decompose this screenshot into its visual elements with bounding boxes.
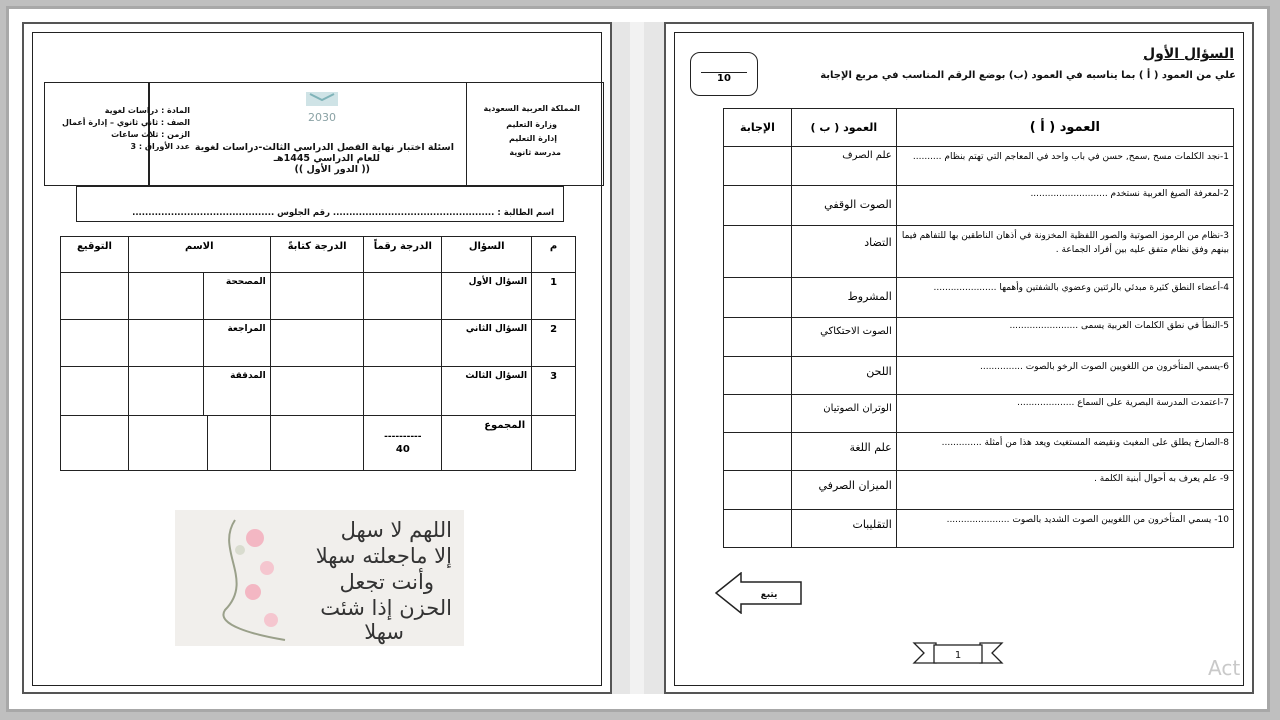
row-question: السؤال الثاني bbox=[442, 320, 532, 367]
grade-table bbox=[60, 236, 576, 471]
dua-line: وأنت تجعل bbox=[339, 570, 434, 594]
header-pages: عدد الأوراق : 3 bbox=[130, 142, 190, 151]
table-row bbox=[724, 509, 1234, 547]
table-row bbox=[724, 471, 1234, 509]
answer-box[interactable] bbox=[724, 278, 792, 318]
table-row bbox=[724, 394, 1234, 432]
dua-line: الحزن إذا شئت bbox=[320, 596, 452, 620]
col-header-b: العمود ( ب ) bbox=[791, 109, 896, 147]
row-statement: 4-أعضاء النطق كثيرة مبدئي بالرئتين وعضوي بالشفتين وأهمها ...................... bbox=[896, 278, 1233, 318]
next-arrow[interactable] bbox=[715, 572, 803, 614]
row-question: السؤال الأول bbox=[442, 273, 532, 320]
row-statement: 1-نجد الكلمات مسح ,سمح, حسن في باب واحد في المعاجم التي تهتم بنظام .......... bbox=[896, 147, 1233, 185]
svg-text:1: 1 bbox=[954, 650, 962, 661]
vision-2030-logo bbox=[300, 90, 344, 126]
exam-title-line3: (( الدور الأول )) bbox=[294, 164, 370, 175]
total-value: 40 bbox=[395, 444, 410, 455]
header-subject: المادة : دراسات لغوية bbox=[104, 106, 190, 115]
question-instruction: علي من العمود ( أ ) بما يناسبه في العمود (ب) بوضع الرقم المناسب في مربع الإجابة bbox=[820, 70, 1236, 81]
table-row bbox=[724, 147, 1234, 185]
row-statement: 5-النطأ في نطق الكلمات العربية يسمى ........................ bbox=[896, 318, 1233, 356]
dua-image bbox=[175, 510, 464, 646]
svg-text:2030: 2030 bbox=[308, 111, 336, 124]
table-row bbox=[724, 278, 1234, 318]
row-statement: 7-اعتمدت المدرسة البصرية على السماع .................... bbox=[896, 394, 1233, 432]
row-statement: 9- علم يعرف به أحوال أبنية الكلمة . bbox=[896, 471, 1233, 509]
header-grade: الصف : ثاني ثانوي – إدارة أعمال bbox=[62, 118, 190, 127]
table-row bbox=[61, 367, 576, 416]
table-row bbox=[724, 433, 1234, 471]
score-box bbox=[690, 52, 758, 96]
col-header-signature: التوقيع bbox=[61, 237, 129, 273]
row-statement: 2-لمعرفة الصيغ العربية نستخدم ........................... bbox=[896, 185, 1233, 225]
total-label: المجموع bbox=[442, 416, 532, 471]
row-term: الوتران الصوتيان bbox=[791, 394, 896, 432]
matching-table bbox=[723, 108, 1234, 548]
row-statement: 10- يسمي المتأخرون من اللغويين الصوت الشديد بالصوت ...................... bbox=[896, 509, 1233, 547]
table-row bbox=[724, 356, 1234, 394]
dua-line: سهلا bbox=[364, 620, 404, 644]
row-term: التضاد bbox=[791, 225, 896, 277]
row-term: التقليبات bbox=[791, 509, 896, 547]
answer-box[interactable] bbox=[724, 147, 792, 185]
total-dots: ---------- bbox=[384, 432, 422, 442]
header-directorate: إدارة التعليم bbox=[508, 134, 557, 143]
row-role: المصححة bbox=[203, 273, 270, 319]
table-row bbox=[724, 225, 1234, 277]
col-header-name: الاسم bbox=[128, 237, 270, 273]
row-question: السؤال الثالث bbox=[442, 367, 532, 416]
row-statement: 3-نظام من الرموز الصوتية والصور اللفظية المخزونة في أذهان الناطقين بها للتفاهم فيما بينهم وفق نظام متفق عليه بين أفراد الجماعة . bbox=[896, 225, 1233, 277]
col-header-question: السؤال bbox=[442, 237, 532, 273]
answer-box[interactable] bbox=[724, 394, 792, 432]
table-row bbox=[724, 318, 1234, 356]
row-term: المشروط bbox=[791, 278, 896, 318]
row-number: 3 bbox=[532, 367, 576, 416]
table-row bbox=[61, 320, 576, 367]
row-number: 1 bbox=[532, 273, 576, 320]
row-term: الصوت الوقفي bbox=[791, 185, 896, 225]
answer-box[interactable] bbox=[724, 225, 792, 277]
svg-text:يتبع: يتبع bbox=[760, 590, 778, 600]
header-kingdom: المملكة العربية السعودية bbox=[483, 104, 580, 113]
col-header-grade-words: الدرجة كتابةً bbox=[270, 237, 364, 273]
col-header-a: العمود ( أ ) bbox=[896, 109, 1233, 147]
row-term: الميزان الصرفي bbox=[791, 471, 896, 509]
answer-box[interactable] bbox=[724, 356, 792, 394]
row-role: المراجعة bbox=[203, 320, 270, 366]
table-row bbox=[61, 273, 576, 320]
table-row-total bbox=[61, 416, 576, 471]
question-title: السؤال الأول bbox=[1143, 46, 1234, 62]
activation-watermark: Act bbox=[1208, 656, 1241, 680]
row-statement: 8-الصارخ يطلق على المغيث ونقيضه المستغيث ويعد هذا من أمثلة .............. bbox=[896, 433, 1233, 471]
row-role: المدققة bbox=[203, 367, 270, 415]
answer-box[interactable] bbox=[724, 185, 792, 225]
dua-line: اللهم لا سهل bbox=[340, 518, 452, 542]
table-row bbox=[724, 185, 1234, 225]
student-name-line: اسم الطالبة : .................................................. رقم الجلوس ............................................ bbox=[132, 208, 554, 218]
row-term: الصوت الاحتكاكي bbox=[791, 318, 896, 356]
score-value: 10 bbox=[717, 73, 731, 84]
answer-box[interactable] bbox=[724, 318, 792, 356]
col-header-number: م bbox=[532, 237, 576, 273]
answer-box[interactable] bbox=[724, 471, 792, 509]
page-number-badge bbox=[912, 640, 1004, 666]
row-statement: 6-يسمي المتأخرون من اللغويين الصوت الرخو بالصوت ............... bbox=[896, 356, 1233, 394]
page-gutter bbox=[612, 22, 664, 694]
row-term: علم اللغة bbox=[791, 433, 896, 471]
row-term: علم الصرف bbox=[791, 147, 896, 185]
row-number: 2 bbox=[532, 320, 576, 367]
header-ministry: وزارة التعليم bbox=[506, 120, 557, 129]
exam-title-line2: للعام الدراسي 1445هـ bbox=[273, 153, 380, 164]
header-school: مدرسة ثانوية bbox=[509, 148, 561, 157]
col-header-answer: الإجابة bbox=[724, 109, 792, 147]
answer-box[interactable] bbox=[724, 433, 792, 471]
dua-line: إلا ماجعلته سهلا bbox=[315, 544, 452, 568]
header-time: الزمن : ثلاث ساعات bbox=[111, 130, 190, 139]
answer-box[interactable] bbox=[724, 509, 792, 547]
row-term: اللحن bbox=[791, 356, 896, 394]
exam-title-line1: اسئلة اختبار نهاية الفصل الدراسي الثالث-دراسات لغوية bbox=[194, 142, 454, 153]
col-header-grade-digits: الدرجة رقماً bbox=[364, 237, 442, 273]
flower-decoration bbox=[195, 510, 295, 646]
